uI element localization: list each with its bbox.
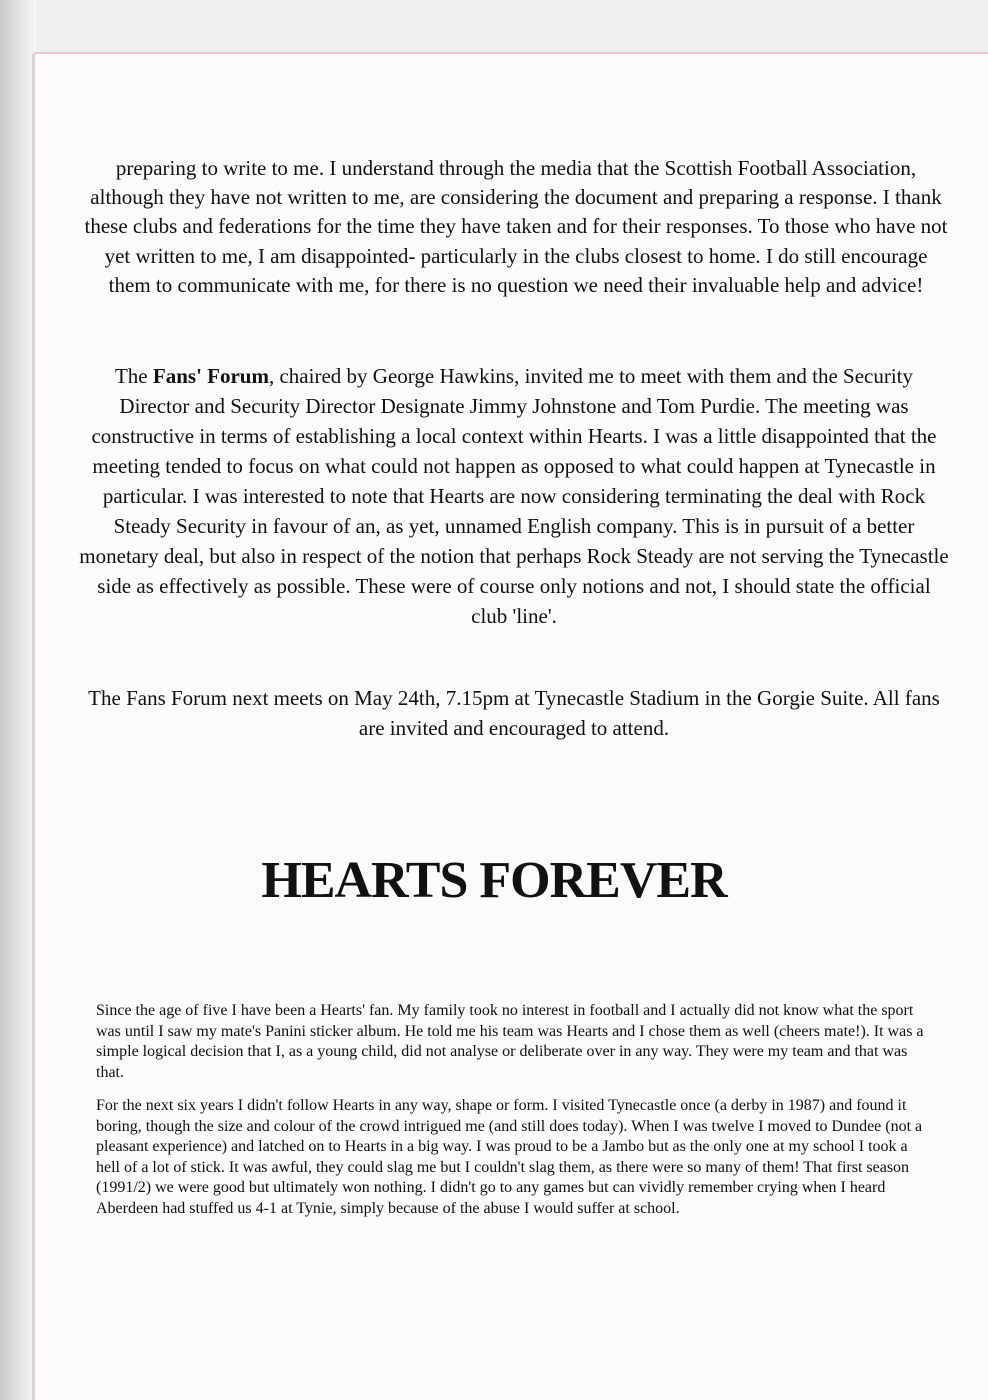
security-update-paragraph: preparing to write to me. I understand through the media that the Scottish Football Association, although they have not written to me, are considering the document and preparing a response. I thank these clubs and federations for the time they have taken and for their responses. To those who have not yet written to me, I am disappointed- particularly in the clubs closest to home. I do still encourage them to communicate with me, for there is no question we need their invaluable help and advice! <box>84 156 948 297</box>
article-paragraph: For the next six years I didn't follow Hearts in any way, shape or form. I visited Tynecastle once (a derby in 1987) and found it boring, though the size and colour of the crowd intrigued me (and still does today). When I was twelve I moved to Dundee (not a pleasant experience) and latched on to Hearts in a big way. I was proud to be a Jambo but as the only one at my school I took a hell of a lot of stick. It was awful, they could slag me but I couldn't slag them, as there were so many of them! That first season (1991/2) we were good but ultimately won nothing. I didn't go to any games but can vividly remember crying when I heard Aberdeen had stuffed us 4-1 at Tynie, simply because of the abuse I would suffer at school. <box>96 1097 923 1217</box>
fans-forum-intro: The <box>114 364 153 388</box>
article-paragraph: Since the age of five I have been a Hearts' fan. My family took no interest in football and I actually did not know what the sport was until I saw my mate's Panini sticker album. He told me his team was Hearts and I chose them as well (cheers mate!). It was a simple logical decision that I, as a young child, did not analyse or deliberate over in any way. They were my team and that was that. <box>96 1002 924 1081</box>
fans-forum-heading: Fans' Forum <box>152 364 269 388</box>
book-binding-shadow <box>0 0 36 1400</box>
page-edge-left <box>32 54 34 1400</box>
article-title: HEARTS FOREVER <box>261 852 727 909</box>
fans-forum-text: , chaired by George Hawkins, invited me to meet with them and the Security Director and Security Director Designate Jimmy Johnstone and Tom Purdie. The meeting was constructive in terms of establishing a local context within Hearts. I was a little disappointed that the meeting tended to focus on what could not happen as opposed to what could happen at Tynecastle in particular. I was interested to note that Hearts are now considering terminating the deal with Rock Steady Security in favour of an, as yet, unnamed English company. This is in pursuit of a better monetary deal, but also in respect of the notion that perhaps Rock Steady are not serving the Tynecastle side as effectively as possible. These were of course only notions and not, I should state the official club 'line'. <box>79 364 949 628</box>
fans-forum-meeting-notice: The Fans Forum next meets on May 24th, 7.15pm at Tynecastle Stadium in the Gorgie Suite. All fans are invited and encouraged to attend. <box>88 686 940 740</box>
fans-forum-paragraph <box>78 361 950 631</box>
page-edge-top <box>34 52 988 54</box>
